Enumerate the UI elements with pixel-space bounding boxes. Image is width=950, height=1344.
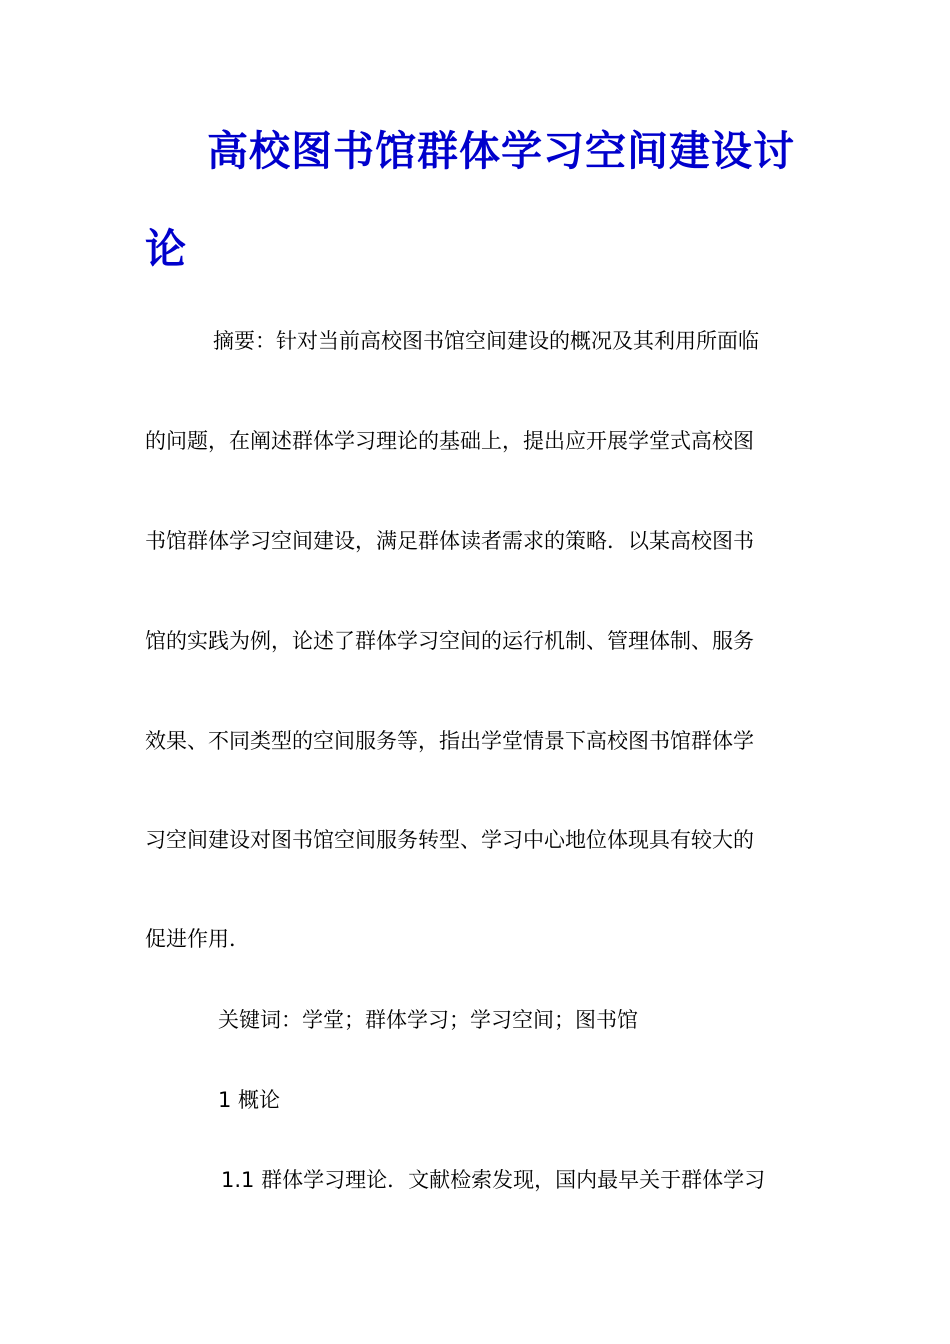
abstract-line: 促进作用． <box>145 927 250 951</box>
abstract-line: 书馆群体学习空间建设，满足群体读者需求的策略．以某高校图书 <box>145 529 754 553</box>
subsection-line: 1.1 群体学习理论．文献检索发现，国内最早关于群体学习 <box>221 1168 766 1192</box>
keywords-line: 关键词：学堂；群体学习；学习空间；图书馆 <box>218 1008 638 1032</box>
abstract-line: 效果、不同类型的空间服务等，指出学堂情景下高校图书馆群体学 <box>145 729 754 753</box>
abstract-line: 习空间建设对图书馆空间服务转型、学习中心地位体现具有较大的 <box>145 828 754 852</box>
section-heading: 1 概论 <box>218 1088 281 1112</box>
abstract-line: 馆的实践为例，论述了群体学习空间的运行机制、管理体制、服务 <box>145 629 754 653</box>
document-title-line-2: 论 <box>145 225 186 273</box>
abstract-line: 的问题，在阐述群体学习理论的基础上，提出应开展学堂式高校图 <box>145 429 754 453</box>
abstract-line: 摘要：针对当前高校图书馆空间建设的概况及其利用所面临 <box>213 329 759 353</box>
document-title-line-1: 高校图书馆群体学习空间建设讨 <box>207 127 795 175</box>
